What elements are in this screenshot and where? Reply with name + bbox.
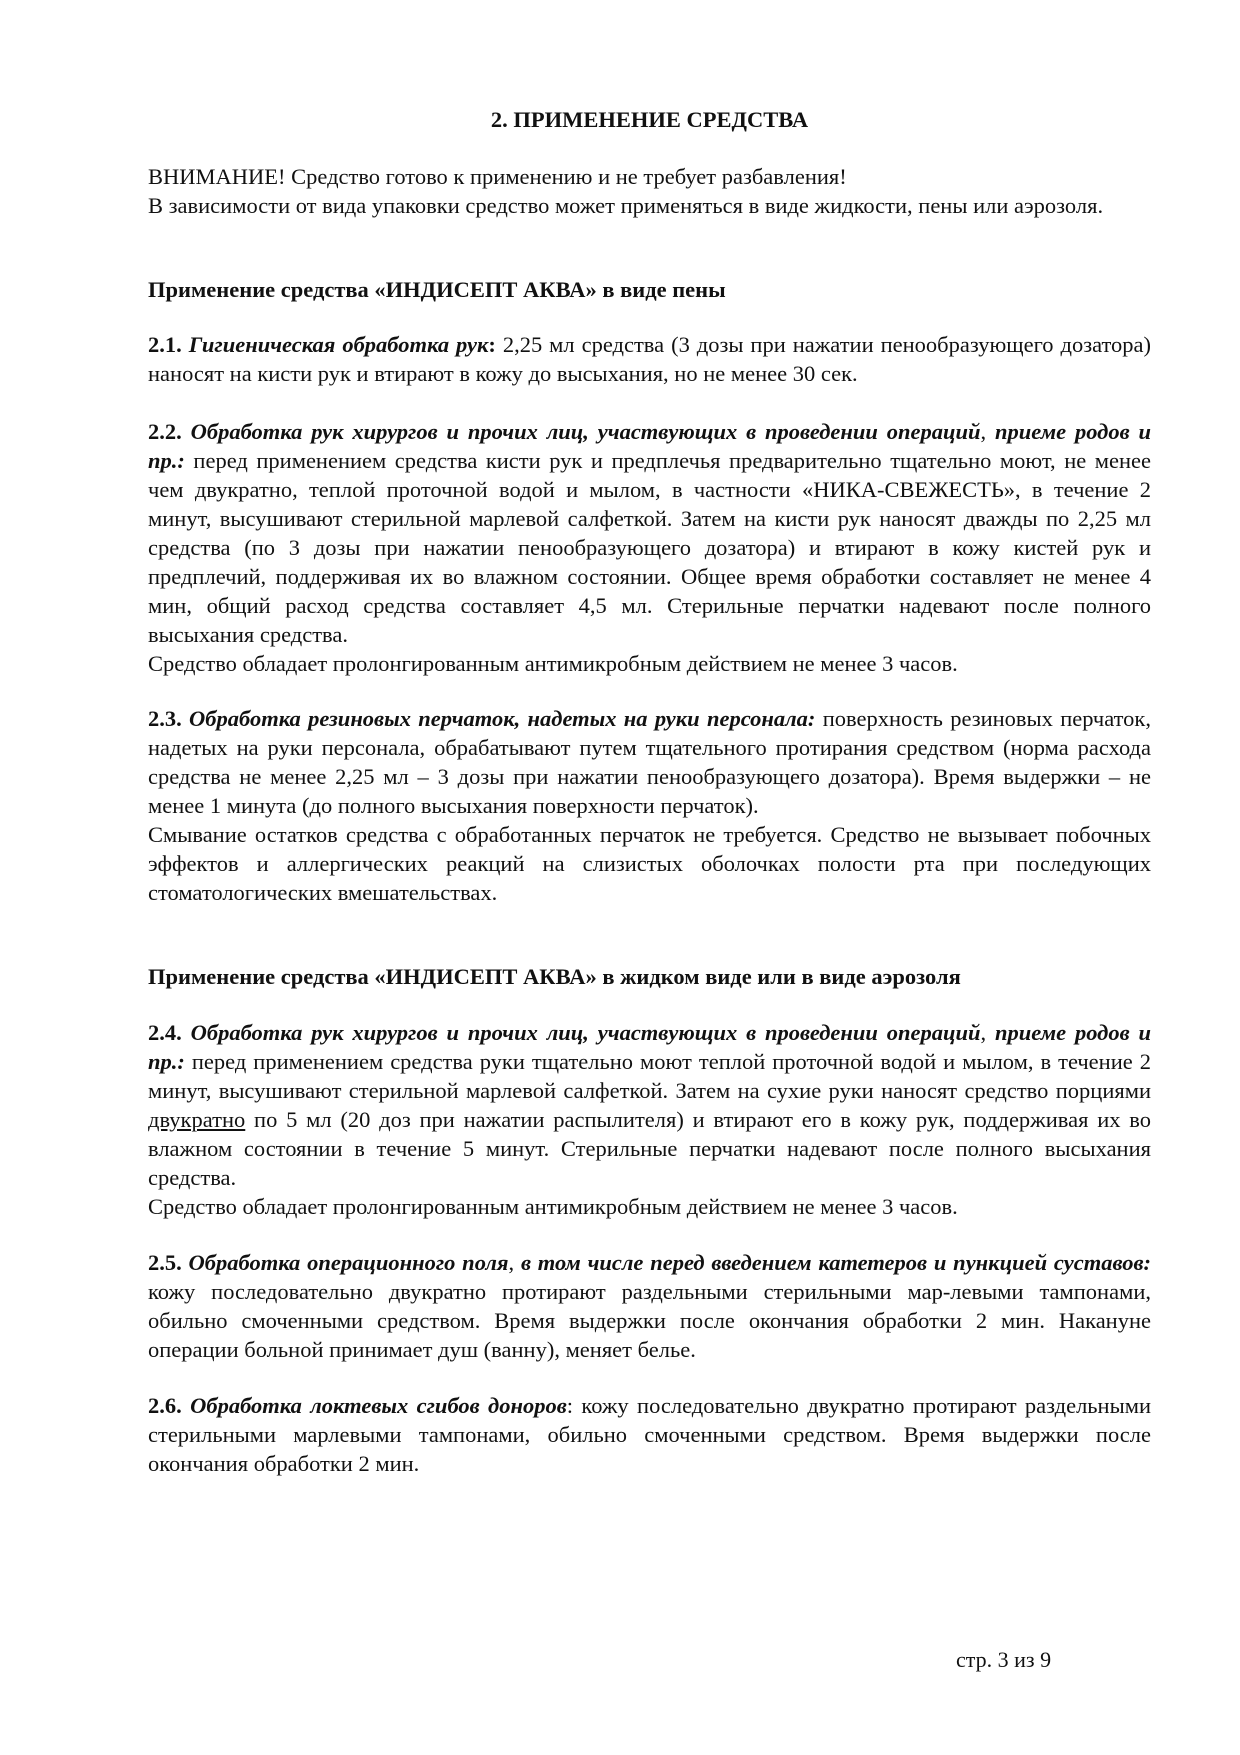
paragraph-number: 2.6. [148,1393,182,1418]
paragraph-2-5 [148,1248,1151,1364]
heading-comma: , [508,1250,515,1275]
liquid-section-heading: Применение средства «ИНДИСЕПТ АКВА» в жидком виде или в виде аэрозоля [148,964,961,989]
paragraph-number: 2.4. [148,1020,182,1045]
warning-line: ВНИМАНИЕ! Средство готово к применению и не требует разбавления! [148,164,847,189]
paragraph-heading-cont: приеме родов и пр.: [148,1020,1151,1074]
paragraph-note: Смывание остатков средства с обработанных перчаток не требуется. Средство не вызывает побочных эффектов и аллергических реакций на слизистых оболочках полости рта при последующих стоматологических вмешательствах. [148,822,1151,905]
paragraph-heading-cont: приеме родов и пр.: [148,419,1151,473]
heading-colon: : [566,1393,574,1418]
paragraph-text: перед применением средства кисти рук и предплечья предварительно тщательно моют, не менее чем двукратно, теплой проточной водой и мылом, в частности «НИКА-СВЕЖЕСТЬ», в течение 2 минут, высушивают стерильной марлевой салфеткой. Затем на кисти рук наносят дважды по 2,25 мл средства (по 3 дозы при нажатии пенообразующего дозатора) и втирают в кожу кистей рук и предплечий, поддерживая их во влажном состоянии. Общее время обработки составляет не менее 4 мин, общий расход средства составляет 4,5 мл. Стерильные перчатки надевают после полного высыхания средства. [148,448,1151,647]
paragraph-text: кожу последовательно двукратно протирают раздельными стерильными марлевыми тампонами, обильно смоченными средством. Время выдержки после окончания обработки 2 мин. [148,1393,1151,1476]
paragraph-text: кожу последовательно двукратно протирают раздельными стерильными мар-левыми тампонами, обильно смоченными средством. Время выдержки после окончания обработки 2 мин. Накануне операции больной принимает душ (ванну), меняет белье. [148,1279,1151,1362]
intro-paragraph: В зависимости от вида упаковки средство может применяться в виде жидкости, пены или аэрозоля. [148,193,1104,218]
page-number: стр. 3 из 9 [956,1647,1052,1672]
paragraph-number: 2.5. [148,1250,182,1275]
paragraph-number: 2.2. [148,419,182,444]
paragraph-text: перед применением средства руки тщательно моют теплой проточной водой и мылом, в течение 2 минут, высушивают стерильной марлевой салфеткой. Затем на сухие руки наносят средство порциями [148,1049,1151,1103]
paragraph-note: Средство обладает пролонгированным антимикробным действием не менее 3 часов. [148,651,958,676]
paragraph-note: Средство обладает пролонгированным антимикробным действием не менее 3 часов. [148,1194,958,1219]
paragraph-heading: Обработка локтевых сгибов доноров [190,1393,567,1418]
paragraph-text: 2,25 мл средства (3 дозы при нажатии пенообразующего дозатора) наносят на кисти рук и втирают в кожу до высыхания, но не менее 30 сек. [148,332,1151,386]
underlined-word: двукратно [148,1107,246,1132]
paragraph-2-6 [148,1391,1151,1478]
heading-colon: : [488,332,496,357]
paragraph-2-1 [148,330,1151,388]
paragraph-text-cont: по 5 мл (20 доз при нажатии распылителя) и втирают его в кожу рук, поддерживая их во влажном состоянии в течение 5 минут. Стерильные перчатки надевают после полного высыхания средства. [148,1107,1151,1190]
paragraph-number: 2.1. [148,332,182,357]
paragraph-heading: Обработка рук хирургов и прочих лиц, участвующих в проведении операций [190,419,981,444]
paragraph-2-3 [148,704,1151,907]
foam-section-heading: Применение средства «ИНДИСЕПТ АКВА» в виде пены [148,277,726,302]
paragraph-2-4 [148,1018,1151,1221]
heading-comma: , [980,1020,987,1045]
paragraph-heading: Обработка рук хирургов и прочих лиц, участвующих в проведении операций [190,1020,981,1045]
paragraph-number: 2.3. [148,706,182,731]
paragraph-heading: Обработка операционного поля [188,1250,509,1275]
paragraph-heading-cont: в том числе перед введением катетеров и пункцией суставов: [514,1250,1151,1275]
paragraph-heading: Обработка резиновых перчаток, надетых на руки персонала: [189,706,816,731]
heading-comma: , [980,419,987,444]
paragraph-text: поверхность резиновых перчаток, надетых на руки персонала, обрабатывают путем тщательного протирания средством (норма расхода средства не менее 2,25 мл – 3 дозы при нажатии пенообразующего дозатора). Время выдержки – не менее 1 минута (до полного высыхания поверхности перчаток). [148,706,1151,818]
section-title: 2. ПРИМЕНЕНИЕ СРЕДСТВА [490,107,809,132]
paragraph-2-2 [148,417,1151,678]
intro-block [148,162,1151,220]
paragraph-heading: Гигиеническая обработка рук [188,332,489,357]
